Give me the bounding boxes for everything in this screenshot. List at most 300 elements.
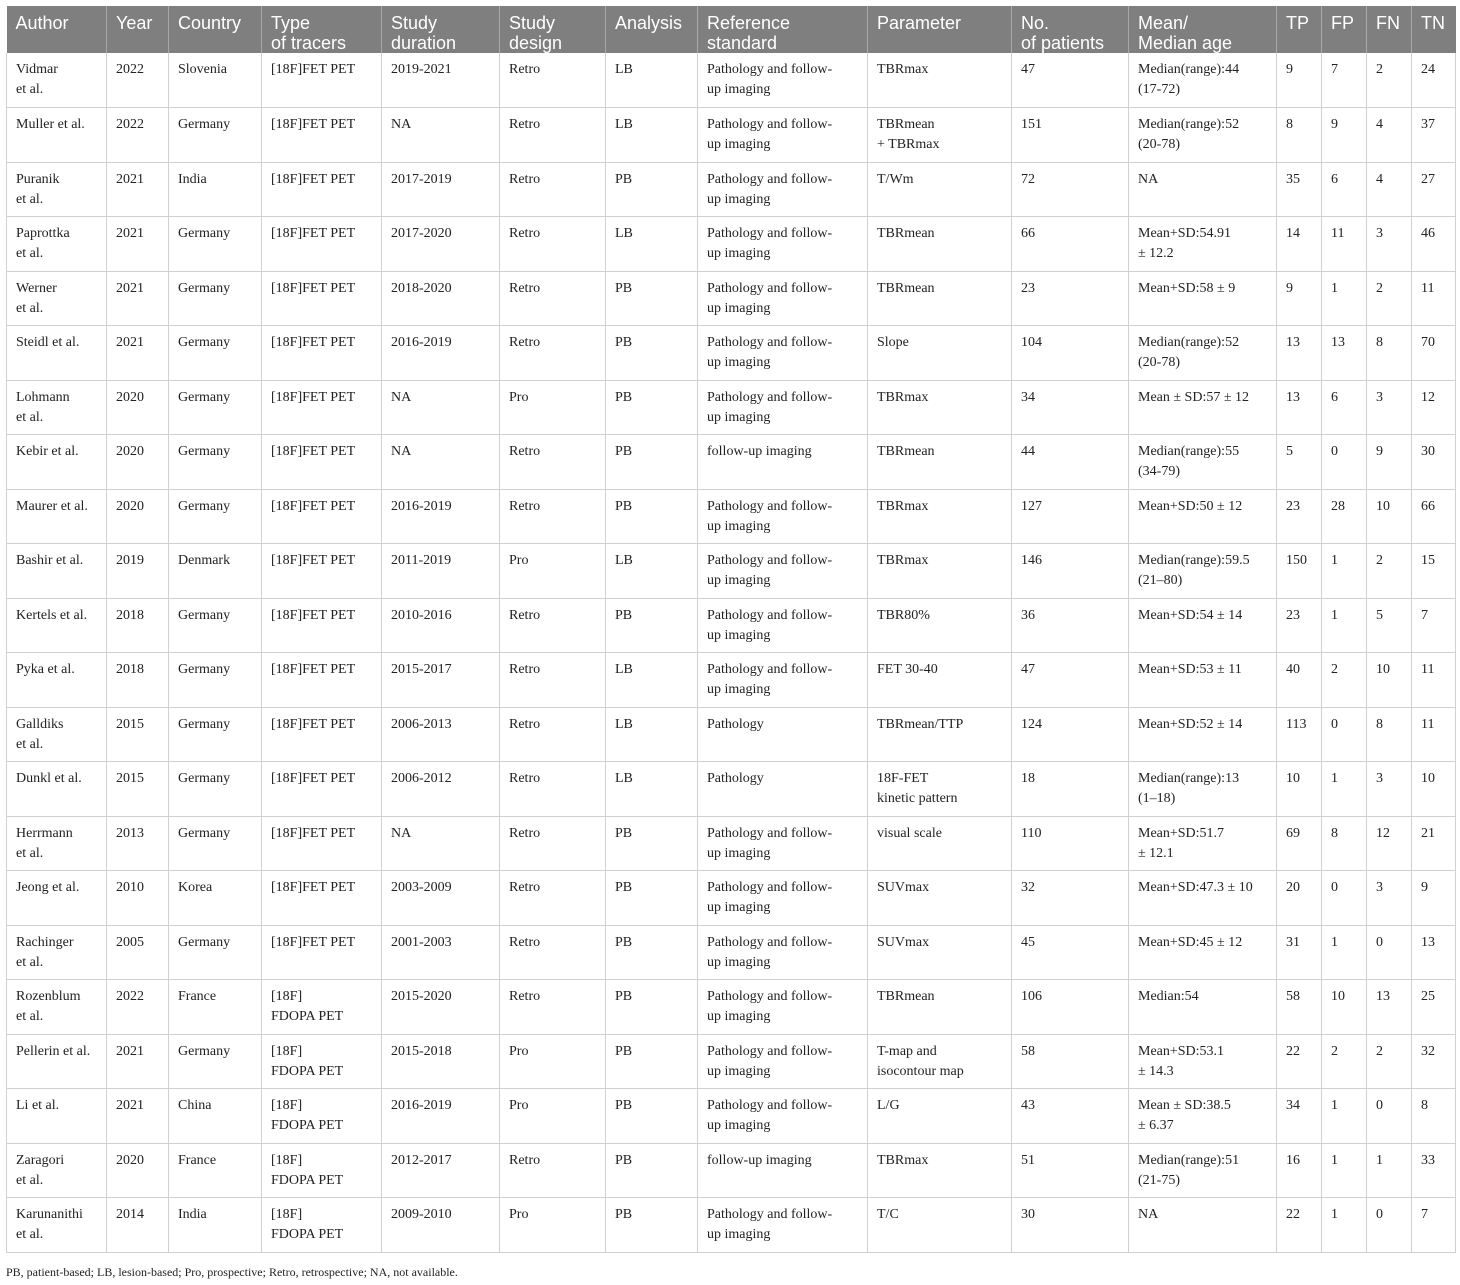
table-cell: 2015-2018 [382,1034,500,1089]
table-cell: 7 [1412,1198,1456,1253]
table-cell: Slovenia [169,53,262,108]
table-cell: [18F] FDOPA PET [262,1034,382,1089]
table-cell: 8 [1367,326,1412,381]
table-cell: [18F] FDOPA PET [262,1089,382,1144]
table-cell: Mean ± SD:57 ± 12 [1129,380,1277,435]
table-cell: 2020 [107,1143,169,1198]
table-cell: 11 [1412,707,1456,762]
table-cell: 2021 [107,217,169,272]
table-cell: [18F]FET PET [262,653,382,708]
table-cell: TBRmax [868,544,1012,599]
table-cell: 10 [1367,653,1412,708]
table-cell: 47 [1012,53,1129,108]
table-cell: 150 [1277,544,1322,599]
table-cell: 2015 [107,707,169,762]
table-row [7,1089,1456,1144]
table-row [7,653,1456,708]
table-cell: Retro [500,980,606,1035]
table-cell: Mean+SD:54.91 ± 12.2 [1129,217,1277,272]
table-cell: 1 [1322,1089,1367,1144]
table-cell: 2017-2020 [382,217,500,272]
table-cell: [18F]FET PET [262,217,382,272]
table-row [7,271,1456,326]
table-cell: Retro [500,762,606,817]
table-cell: Germany [169,1034,262,1089]
table-cell: 10 [1322,980,1367,1035]
table-cell: [18F]FET PET [262,435,382,490]
table-cell: 31 [1277,925,1322,980]
table-cell: 2 [1367,271,1412,326]
table-cell: 27 [1412,162,1456,217]
table-cell: 5 [1367,598,1412,653]
table-cell: Germany [169,489,262,544]
table-cell: Retro [500,326,606,381]
column-header: Analysis [606,6,698,53]
table-cell: France [169,980,262,1035]
table-cell: PB [606,1143,698,1198]
table-cell: 2022 [107,108,169,163]
column-header: No. of patients [1012,6,1129,53]
table-row [7,598,1456,653]
table-cell: Mean+SD:54 ± 14 [1129,598,1277,653]
table-cell: 104 [1012,326,1129,381]
table-cell: 2009-2010 [382,1198,500,1253]
table-cell: 2018 [107,598,169,653]
table-cell: 3 [1367,217,1412,272]
table-row [7,1143,1456,1198]
table-cell: [18F]FET PET [262,162,382,217]
column-header: FP [1322,6,1367,53]
table-cell: 13 [1277,326,1322,381]
table-cell: [18F]FET PET [262,816,382,871]
table-cell: 151 [1012,108,1129,163]
table-cell: 8 [1322,816,1367,871]
table-cell: 11 [1322,217,1367,272]
table-cell: 2022 [107,980,169,1035]
table-cell: SUVmax [868,871,1012,926]
table-cell: China [169,1089,262,1144]
table-row [7,435,1456,490]
table-cell: [18F] FDOPA PET [262,1143,382,1198]
table-cell: Retro [500,108,606,163]
table-cell: Pathology and follow- up imaging [698,544,868,599]
table-cell: visual scale [868,816,1012,871]
table-cell: Retro [500,707,606,762]
table-row [7,380,1456,435]
column-header: Year [107,6,169,53]
table-cell: 6 [1322,380,1367,435]
column-header: Type of tracers [262,6,382,53]
table-cell: NA [382,435,500,490]
table-cell: 1 [1322,1143,1367,1198]
table-cell: 8 [1277,108,1322,163]
table-cell: PB [606,1089,698,1144]
column-header: Reference standard [698,6,868,53]
table-cell: 22 [1277,1198,1322,1253]
table-cell: TBRmean [868,980,1012,1035]
table-cell: Maurer et al. [7,489,107,544]
table-cell: 5 [1277,435,1322,490]
table-cell: Pro [500,1198,606,1253]
table-cell: TBRmean [868,435,1012,490]
table-cell: 2018-2020 [382,271,500,326]
column-header: Country [169,6,262,53]
table-cell: Retro [500,435,606,490]
table-cell: 2011-2019 [382,544,500,599]
table-row [7,871,1456,926]
table-cell: 2003-2009 [382,871,500,926]
table-cell: LB [606,108,698,163]
table-cell: 9 [1277,53,1322,108]
table-row [7,217,1456,272]
table-cell: 47 [1012,653,1129,708]
table-cell: 2020 [107,380,169,435]
header-row [7,6,1456,53]
table-cell: Retro [500,925,606,980]
table-row [7,489,1456,544]
table-cell: 2013 [107,816,169,871]
table-body [7,53,1456,1252]
table-cell: 1 [1367,1143,1412,1198]
table-cell: 0 [1367,925,1412,980]
table-cell: 14 [1277,217,1322,272]
table-cell: T/C [868,1198,1012,1253]
table-cell: Mean+SD:45 ± 12 [1129,925,1277,980]
table-cell: 2019-2021 [382,53,500,108]
study-characteristics-table [6,6,1456,1253]
table-cell: Pathology and follow- up imaging [698,925,868,980]
table-cell: 12 [1412,380,1456,435]
table-cell: 16 [1277,1143,1322,1198]
table-cell: TBRmax [868,53,1012,108]
table-cell: India [169,162,262,217]
table-cell: 69 [1277,816,1322,871]
table-cell: Retro [500,217,606,272]
table-cell: 113 [1277,707,1322,762]
table-cell: Pathology [698,707,868,762]
table-cell: Li et al. [7,1089,107,1144]
table-cell: 13 [1412,925,1456,980]
table-cell: 2 [1367,1034,1412,1089]
table-cell: 51 [1012,1143,1129,1198]
table-cell: Retro [500,53,606,108]
table-cell: Retro [500,598,606,653]
table-cell: NA [1129,162,1277,217]
table-cell: 2021 [107,1034,169,1089]
table-cell: SUVmax [868,925,1012,980]
table-cell: 2012-2017 [382,1143,500,1198]
table-cell: 33 [1412,1143,1456,1198]
table-cell: 43 [1012,1089,1129,1144]
table-cell: Pathology and follow- up imaging [698,816,868,871]
table-cell: 70 [1412,326,1456,381]
table-footnote: PB, patient-based; LB, lesion-based; Pro, prospective; Retro, retrospective; NA, not available. [6,1265,458,1279]
table-cell: France [169,1143,262,1198]
column-header: TN [1412,6,1456,53]
table-cell: 7 [1322,53,1367,108]
table-cell: 8 [1412,1089,1456,1144]
table-row [7,816,1456,871]
table-cell: Korea [169,871,262,926]
table-cell: Pathology and follow- up imaging [698,108,868,163]
table-cell: Germany [169,435,262,490]
table-cell: Mean+SD:47.3 ± 10 [1129,871,1277,926]
table-cell: Kebir et al. [7,435,107,490]
table-cell: 2015 [107,762,169,817]
table-cell: 146 [1012,544,1129,599]
table-row [7,980,1456,1035]
table-cell: Denmark [169,544,262,599]
table-cell: Germany [169,653,262,708]
table-cell: Pathology and follow- up imaging [698,1198,868,1253]
table-cell: follow-up imaging [698,1143,868,1198]
table-cell: [18F]FET PET [262,108,382,163]
table-cell: 2016-2019 [382,326,500,381]
table-cell: Retro [500,816,606,871]
table-cell: 2016-2019 [382,1089,500,1144]
table-cell: 23 [1012,271,1129,326]
table-cell: 2021 [107,271,169,326]
table-cell: 0 [1322,707,1367,762]
table-cell: Germany [169,925,262,980]
table-cell: 32 [1412,1034,1456,1089]
table-cell: TBRmean/TTP [868,707,1012,762]
table-cell: 2019 [107,544,169,599]
table-cell: 58 [1277,980,1322,1035]
table-cell: [18F]FET PET [262,598,382,653]
table-cell: Median(range):13 (1–18) [1129,762,1277,817]
table-cell: 7 [1412,598,1456,653]
table-cell: T/Wm [868,162,1012,217]
table-cell: TBRmean [868,217,1012,272]
table-cell: Pro [500,380,606,435]
table-cell: [18F]FET PET [262,271,382,326]
table-cell: Retro [500,271,606,326]
table-cell: L/G [868,1089,1012,1144]
table-cell: 2017-2019 [382,162,500,217]
table-cell: Pathology and follow- up imaging [698,1089,868,1144]
table-cell: [18F] FDOPA PET [262,980,382,1035]
table-cell: LB [606,53,698,108]
table-cell: Bashir et al. [7,544,107,599]
table-cell: Germany [169,380,262,435]
table-cell: 13 [1277,380,1322,435]
table-cell: Pathology and follow- up imaging [698,217,868,272]
table-cell: TBRmean [868,271,1012,326]
table-cell: PB [606,925,698,980]
table-cell: Germany [169,271,262,326]
table-cell: Herrmann et al. [7,816,107,871]
table-cell: PB [606,489,698,544]
table-cell: 1 [1322,544,1367,599]
table-cell: 2021 [107,326,169,381]
table-cell: Mean+SD:52 ± 14 [1129,707,1277,762]
table-cell: 2015-2017 [382,653,500,708]
table-cell: T-map and isocontour map [868,1034,1012,1089]
table-row [7,53,1456,108]
table-cell: 6 [1322,162,1367,217]
table-cell: 2010 [107,871,169,926]
table-cell: Mean+SD:51.7 ± 12.1 [1129,816,1277,871]
table-cell: 30 [1412,435,1456,490]
table-cell: 44 [1012,435,1129,490]
table-cell: Dunkl et al. [7,762,107,817]
table-cell: TBRmax [868,380,1012,435]
table-cell: 34 [1012,380,1129,435]
table-cell: 46 [1412,217,1456,272]
table-cell: 12 [1367,816,1412,871]
table-cell: Pathology and follow- up imaging [698,53,868,108]
table-cell: 106 [1012,980,1129,1035]
table-cell: 58 [1012,1034,1129,1089]
table-cell: Jeong et al. [7,871,107,926]
column-header: Study design [500,6,606,53]
table-cell: Median(range):55 (34-79) [1129,435,1277,490]
table-cell: [18F]FET PET [262,53,382,108]
table-cell: 72 [1012,162,1129,217]
table-cell: 2006-2012 [382,762,500,817]
column-header: TP [1277,6,1322,53]
table-cell: Paprottka et al. [7,217,107,272]
table-cell: LB [606,217,698,272]
table-cell: Lohmann et al. [7,380,107,435]
table-cell: Pathology and follow- up imaging [698,162,868,217]
table-cell: 2021 [107,1089,169,1144]
table-cell: 0 [1322,871,1367,926]
table-cell: PB [606,816,698,871]
table-cell: 0 [1367,1198,1412,1253]
table-cell: 9 [1367,435,1412,490]
table-cell: [18F]FET PET [262,925,382,980]
table-cell: Germany [169,816,262,871]
table-cell: Pathology [698,762,868,817]
table-row [7,1198,1456,1253]
table-row [7,326,1456,381]
table-cell: 37 [1412,108,1456,163]
table-cell: Retro [500,162,606,217]
table-cell: [18F]FET PET [262,707,382,762]
table-cell: TBRmean + TBRmax [868,108,1012,163]
table-cell: 20 [1277,871,1322,926]
column-header: Author [7,6,107,53]
table-cell: Pyka et al. [7,653,107,708]
table-cell: Werner et al. [7,271,107,326]
table-cell: Median(range):51 (21-75) [1129,1143,1277,1198]
table-cell: TBRmax [868,489,1012,544]
table-row [7,925,1456,980]
table-row [7,762,1456,817]
table-cell: Pathology and follow- up imaging [698,598,868,653]
table-cell: 2006-2013 [382,707,500,762]
table-cell: Germany [169,762,262,817]
table-cell: 15 [1412,544,1456,599]
table-cell: 4 [1367,162,1412,217]
table-cell: Median(range):59.5 (21–80) [1129,544,1277,599]
table-cell: Galldiks et al. [7,707,107,762]
table-cell: PB [606,1198,698,1253]
table-cell: 10 [1277,762,1322,817]
table-cell: 3 [1367,762,1412,817]
table-cell: NA [1129,1198,1277,1253]
table-cell: 2021 [107,162,169,217]
table-cell: 3 [1367,871,1412,926]
table-cell: 1 [1322,925,1367,980]
table-cell: 2005 [107,925,169,980]
table-cell: Muller et al. [7,108,107,163]
table-cell: 2 [1367,53,1412,108]
table-cell: Germany [169,217,262,272]
table-cell: India [169,1198,262,1253]
table-cell: Germany [169,108,262,163]
table-cell: 2010-2016 [382,598,500,653]
table-cell: 1 [1322,598,1367,653]
column-header: Study duration [382,6,500,53]
table-cell: 28 [1322,489,1367,544]
table-row [7,162,1456,217]
table-cell: 30 [1012,1198,1129,1253]
table-cell: PB [606,326,698,381]
table-cell: LB [606,653,698,708]
table-cell: 0 [1322,435,1367,490]
table-cell: Pathology and follow- up imaging [698,1034,868,1089]
table-cell: 13 [1322,326,1367,381]
table-cell: 0 [1367,1089,1412,1144]
table-cell: 2015-2020 [382,980,500,1035]
table-cell: Mean+SD:53.1 ± 14.3 [1129,1034,1277,1089]
table-cell: 110 [1012,816,1129,871]
table-cell: LB [606,762,698,817]
column-header: Parameter [868,6,1012,53]
table-cell: [18F] FDOPA PET [262,1198,382,1253]
table-cell: [18F]FET PET [262,489,382,544]
table-cell: 45 [1012,925,1129,980]
table-cell: 9 [1322,108,1367,163]
table-cell: Mean+SD:53 ± 11 [1129,653,1277,708]
table-cell: Vidmar et al. [7,53,107,108]
table-cell: PB [606,380,698,435]
table-cell: 2001-2003 [382,925,500,980]
table-cell: Median(range):52 (20-78) [1129,108,1277,163]
table-cell: 21 [1412,816,1456,871]
table-cell: Pathology and follow- up imaging [698,653,868,708]
table-cell: LB [606,707,698,762]
table-cell: Median(range):52 (20-78) [1129,326,1277,381]
table-cell: PB [606,980,698,1035]
table-container [6,6,1455,1253]
table-cell: 2022 [107,53,169,108]
table-cell: 66 [1012,217,1129,272]
table-cell: 9 [1277,271,1322,326]
table-cell: Germany [169,707,262,762]
table-row [7,544,1456,599]
table-cell: NA [382,380,500,435]
table-cell: Pathology and follow- up imaging [698,871,868,926]
table-cell: 2 [1322,1034,1367,1089]
table-cell: PB [606,871,698,926]
table-cell: Puranik et al. [7,162,107,217]
table-cell: TBRmax [868,1143,1012,1198]
table-cell: Retro [500,653,606,708]
table-cell: PB [606,435,698,490]
table-cell: Retro [500,871,606,926]
table-cell: 18 [1012,762,1129,817]
table-cell: Pellerin et al. [7,1034,107,1089]
table-cell: follow-up imaging [698,435,868,490]
table-cell: PB [606,271,698,326]
table-cell: Pro [500,1034,606,1089]
table-cell: Median:54 [1129,980,1277,1035]
table-cell: Slope [868,326,1012,381]
